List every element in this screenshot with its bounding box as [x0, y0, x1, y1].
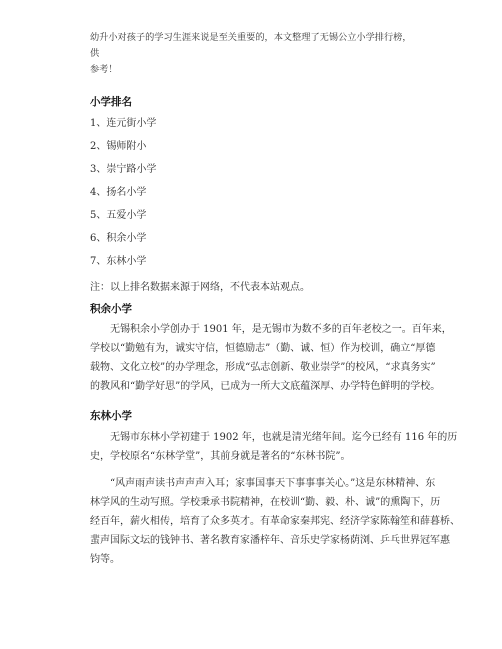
- paragraph-line: 无锡市东林小学初建于 1902 年，也就是清光绪年间。迄今已经有 116 年的历: [110, 432, 458, 443]
- paragraph-line: 载物、文化立校”的办学理念，形成“弘志创新、敬业崇学”的校风，“求真务实”: [90, 362, 436, 373]
- paragraph-line: 蜚声国际文坛的钱钟书、著名教育家潘梓年、音乐史学家杨荫浏、乒乓世界冠军惠: [90, 535, 450, 546]
- paragraph-line: 钧等。: [90, 554, 120, 565]
- donglin-paragraph-1: [90, 428, 458, 466]
- donglin-paragraph-2: [90, 474, 460, 569]
- list-item: 2、锡师附小: [90, 141, 147, 152]
- paragraph-line: 林学风的生动写照。学校秉承书院精神，在校训“勤、毅、朴、诚”的熏陶下，历: [90, 497, 441, 508]
- paragraph-line: 经百年，薪火相传，培育了众多英才。有革命家秦邦宪、经济学家陈翰笙和薛暮桥、: [90, 516, 460, 527]
- intro-line: 幼升小对孩子的学习生涯来说是至关重要的，本文整理了无锡公立小学排行榜，供: [90, 32, 412, 59]
- paragraph-line: 无锡积余小学创办于 1901 年，是无锡市为数不多的百年老校之一。百年来，: [110, 324, 452, 335]
- list-item: 6、积余小学: [90, 233, 147, 244]
- intro-paragraph: [90, 30, 420, 78]
- list-item: 4、扬名小学: [90, 187, 147, 198]
- jiyu-paragraph: [90, 320, 452, 396]
- list-item: 1、连元街小学: [90, 118, 157, 129]
- intro-line: 参考！: [90, 64, 118, 75]
- section-heading-ranking: 小学排名: [90, 96, 132, 108]
- section-heading-donglin: 东林小学: [90, 410, 132, 422]
- section-heading-jiyu: 积余小学: [90, 303, 132, 315]
- paragraph-line: 学校以“勤勉有为，诚实守信，恒德励志”（勤、诚、恒）作为校训，确立“厚德: [90, 343, 436, 354]
- source-note: 注：以上排名数据来源于网络，不代表本站观点。: [90, 282, 310, 293]
- paragraph-line: 的教风和“勤学好思”的学风，已成为一所大文底蕴深厚、办学特色鲜明的学校。: [90, 381, 441, 392]
- paragraph-line: 史，学校原名“东林学堂”，其前身就是著名的“东林书院”。: [90, 451, 351, 462]
- list-item: 7、东林小学: [90, 256, 147, 267]
- list-item: 5、五爱小学: [90, 210, 147, 221]
- list-item: 3、崇宁路小学: [90, 164, 157, 175]
- paragraph-line: “风声雨声读书声声声入耳；家事国事天下事事事关心。”这是东林精神、东: [110, 478, 436, 489]
